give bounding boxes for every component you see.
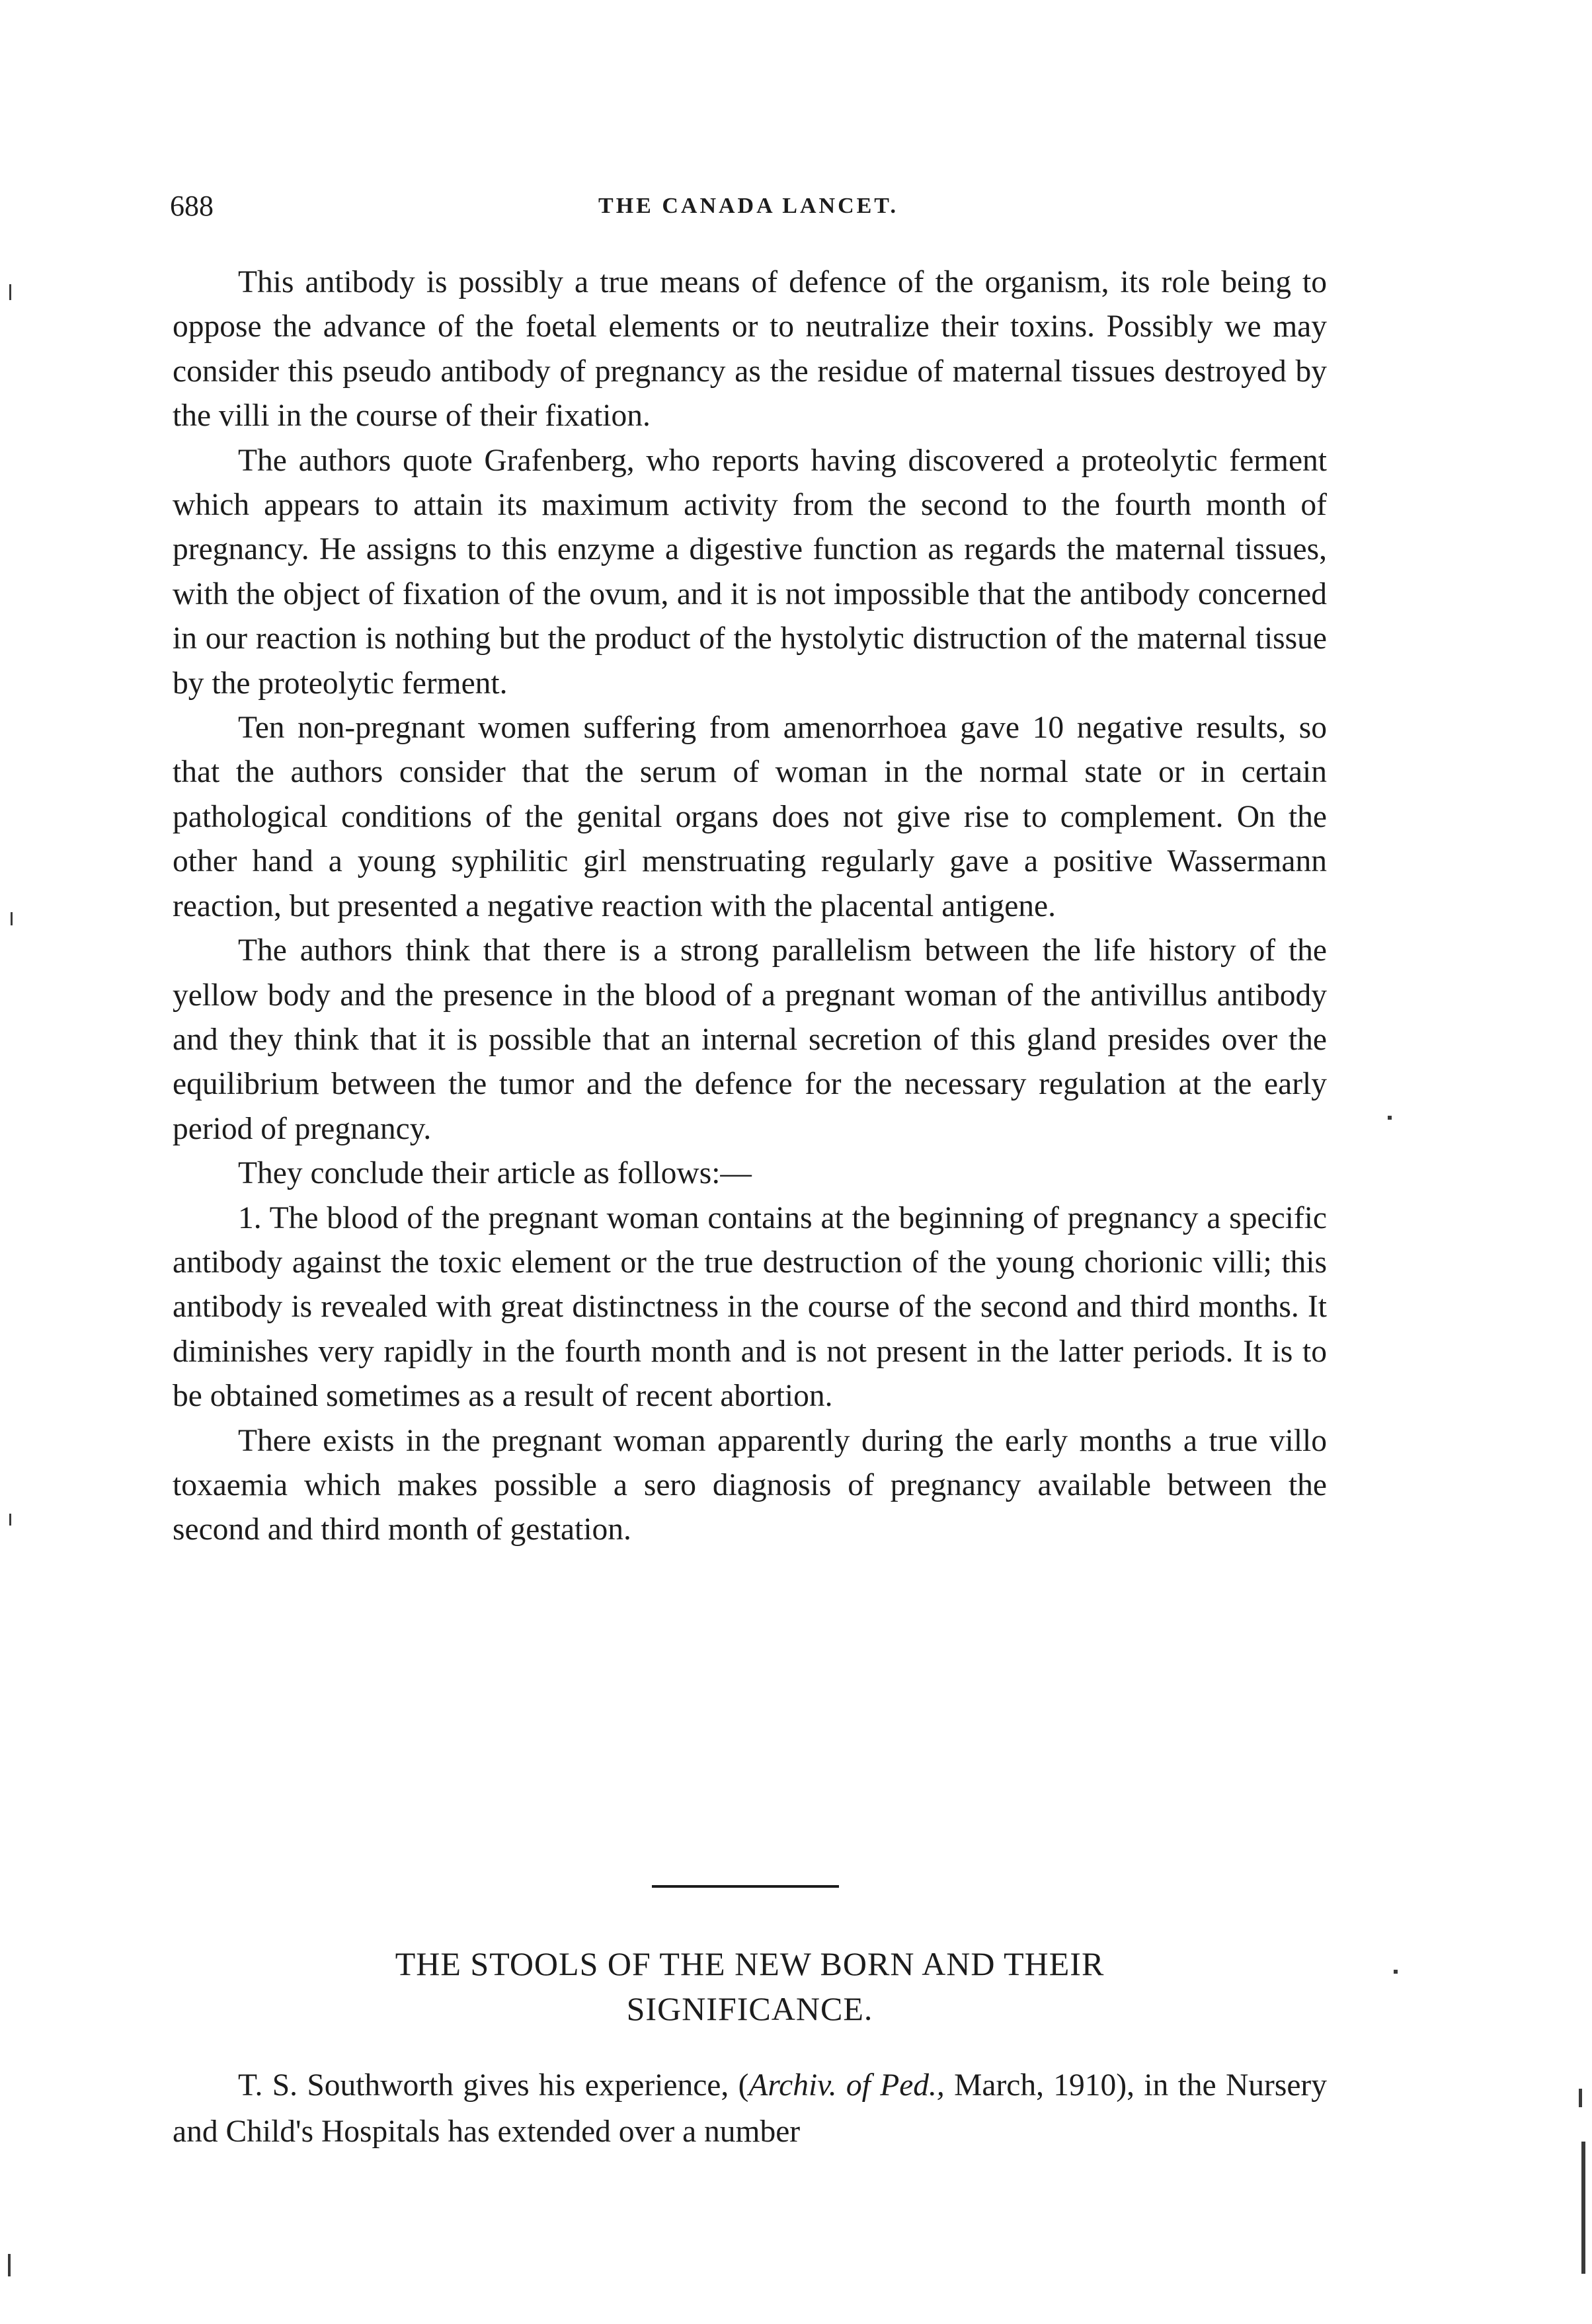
section-divider: [652, 1885, 839, 1888]
opening-text: T. S. Southworth gives his experience, (: [238, 2068, 749, 2103]
citation-journal: Archiv. of Ped.,: [748, 2068, 945, 2103]
scan-speck: [8, 2254, 11, 2276]
journal-title: THE CANADA LANCET.: [598, 194, 898, 218]
scan-speck: [1388, 1116, 1392, 1120]
section-title-line-1: THE STOOLS OF THE NEW BORN AND THEIR: [395, 1945, 1105, 1982]
scan-speck: [9, 1514, 11, 1526]
running-head: [170, 186, 1327, 226]
section-title-line-2: SIGNIFICANCE.: [626, 1990, 873, 2027]
scan-speck: [1579, 2089, 1582, 2107]
paragraph-southworth: [173, 2062, 1327, 2155]
paragraph-conclusion-intro: They conclude their article as follows:—: [238, 1156, 752, 1191]
scan-speck: [11, 912, 13, 925]
new-article-body: [173, 2062, 1327, 2155]
article-body: [173, 260, 1327, 1553]
paragraph-conclusion-1: 1. The blood of the pregnant woman contains at the beginning of pregnancy a specific antibody against the toxic element or the true destruction of the young chorionic villi; this antibody is revealed with great distinctness in the course of the second and third months. It diminishes very rapidly in the fourth month and is not present in the latter periods. It is to be obtained sometimes as a result of recent abortion.: [173, 1200, 1327, 1414]
scan-speck: [9, 284, 11, 300]
paragraph-grafenberg: The authors quote Grafenberg, who reports having discovered a proteolytic ferment which appears to attain its maximum activity from the second to the fourth month of pregnancy. He assigns to this enzyme a digestive function as regards the maternal tissues, with the object of fixation of the ovum, and it is not impossible that the antibody concerned in our reaction is nothing but the product of the hystolytic distruction of the maternal tissue by the proteolytic ferment.: [173, 443, 1327, 701]
scan-speck: [1581, 2142, 1585, 2274]
page-number: 688: [170, 190, 214, 222]
paragraph-antibody-defence: This antibody is possibly a true means of defence of the organism, its role being to oppose the advance of the foetal elements or to neutralize their toxins. Possibly we may consider this pseudo antibody of pregnancy as the residue of maternal tissues destroyed by the villi in the course of their fixation.: [173, 265, 1327, 434]
section-title: [173, 1941, 1327, 2031]
paragraph-non-pregnant-women: Ten non-pregnant women suffering from amenorrhoea gave 10 negative results, so that the authors consider that the serum of woman in the normal state or in certain pathological conditions of the genital organs does not give rise to complement. On the other hand a young syphilitic girl menstruating regularly gave a positive Wassermann reaction, but presented a negative reaction with the placental antigene.: [173, 711, 1327, 923]
opening-text-continued: March, 1910), in the Nursery and Child's Hospitals has extended over a number: [173, 2068, 1327, 2149]
paragraph-yellow-body: The authors think that there is a strong parallelism between the life history of the yellow body and the presence in the blood of a pregnant woman of the antivillus antibody and they think that it is possible that an internal secretion of this gland presides over the equilibrium between the tumor and the defence for the necessary regulation at the early period of pregnancy.: [173, 933, 1327, 1146]
paragraph-villo-toxaemia: There exists in the pregnant woman apparently during the early months a true villo toxaemia which makes possible a sero diagnosis of pregnancy available between the second and third month of gestation.: [173, 1423, 1327, 1547]
scan-speck: [1394, 1970, 1398, 1974]
